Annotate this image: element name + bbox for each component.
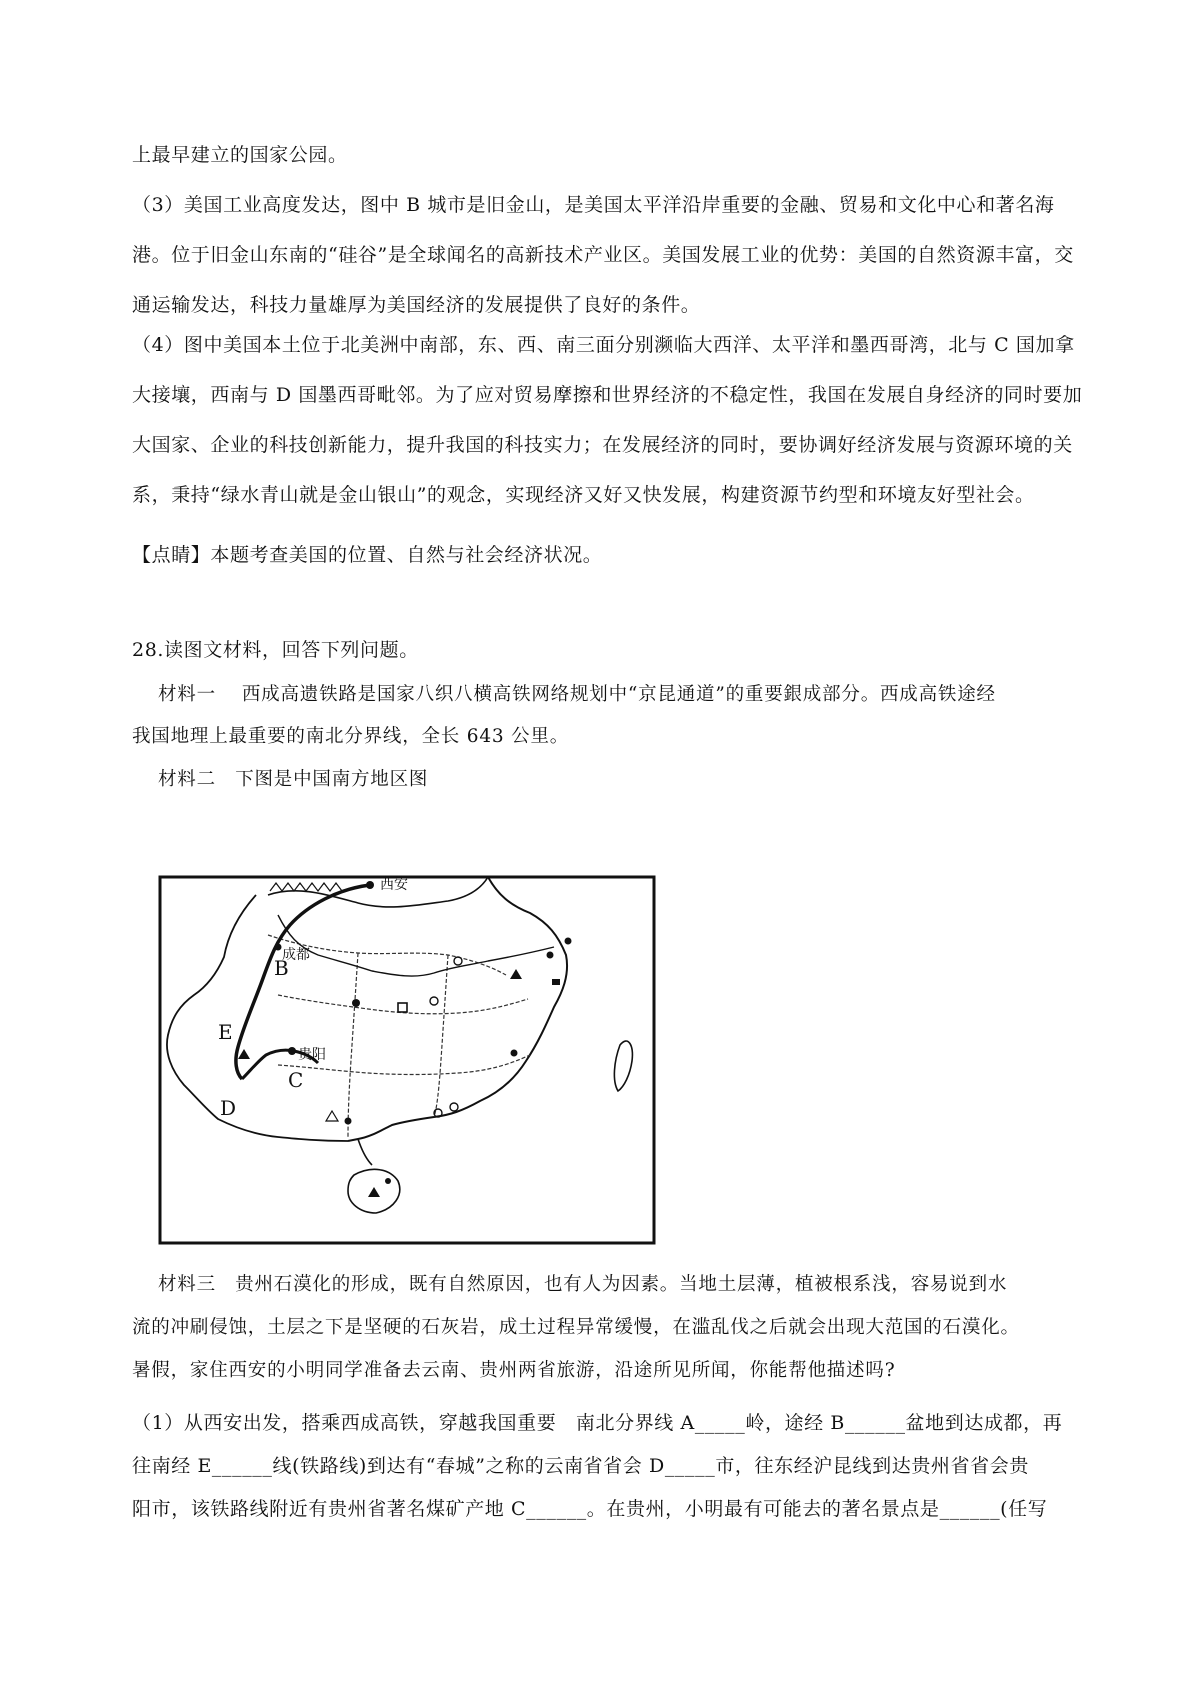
map-label-xian: 西安 <box>380 877 408 893</box>
map-figure <box>158 875 656 1245</box>
city-dot <box>385 1178 391 1184</box>
city-dot <box>352 999 360 1007</box>
city-square-symbol <box>398 1003 407 1012</box>
material-3-line-2: 流的冲刷侵蚀，土层之下是坚硬的石灰岩，成土过程异常缓慢，在滥乱伐之后就会出现大范国的石漠化。 <box>132 1317 1020 1338</box>
question-1-line-2: 往南经 E______线(铁路线)到达有“春城”之称的云南省省会 D_____市，往东经沪昆线到达贵州省省会贵 <box>132 1455 1029 1477</box>
question-1-line-3: 阳市，该铁路线附近有贵州省著名煤矿产地 C______。在贵州，小明最有可能去的著名景点是______(任写 <box>132 1498 1048 1520</box>
south-china-map <box>158 875 656 1245</box>
map-label-B: B <box>274 956 289 980</box>
material-1-line-2: 我国地理上最重要的南北分界线，全长 643 公里。 <box>132 726 570 747</box>
material-3-line-1: 材料三 贵州石漠化的形成，既有自然原因，也有人为因素。当地土层薄，植被根系浅，容易说到水 <box>158 1274 1008 1295</box>
material-2-caption: 材料二 下图是中国南方地区图 <box>158 769 429 790</box>
map-frame <box>160 877 654 1243</box>
map-label-guiyang: 贵阳 <box>298 1047 326 1063</box>
material-1-line-1: 材料一 西成高遗铁路是国家八织八横高铁网络规划中“京昆通道”的重要銀成部分。西成高铁途经 <box>158 684 996 705</box>
city-dot <box>511 1050 518 1057</box>
city-rect-symbol <box>552 979 560 985</box>
paragraph-dianjing: 【点睛】本题考查美国的位置、自然与社会经济状况。 <box>132 544 603 566</box>
question-1-line-1: （1）从西安出发，搭乘西成高铁，穿越我国重要 南北分界线 A_____岭，途经 B______盆地到达成都，再 <box>132 1412 1063 1434</box>
map-label-E: E <box>218 1020 233 1044</box>
city-dot <box>565 938 572 945</box>
question-28-heading: 28.读图文材料，回答下列问题。 <box>132 639 419 661</box>
paragraph-answer-3: （3）美国工业高度发达，图中 B 城市是旧金山，是美国太平洋沿岸重要的金融、贸易和文化中心和著名海港。位于旧金山东南的“硅谷”是全球闻名的高新技术产业区。美国发展工业的优势：美国的自然资源丰富，交通运输发达，科技力量雄厚为美国经济的发展提供了良好的条件。 <box>132 194 1074 316</box>
xian-dot <box>366 881 374 889</box>
paragraph-continuation: 上最早建立的国家公园。 <box>132 144 348 166</box>
map-label-C: C <box>288 1068 304 1092</box>
map-label-chengdu: 成都 <box>282 947 310 963</box>
map-label-D: D <box>220 1096 237 1120</box>
chengdu-dot <box>275 944 282 951</box>
city-dot <box>547 952 554 959</box>
city-dot <box>345 1118 352 1125</box>
material-3-line-3: 暑假，家住西安的小明同学准备去云南、贵州两省旅游，沿途所见所闻，你能帮他描述吗? <box>132 1360 896 1381</box>
paragraph-answer-4: （4）图中美国本土位于北美洲中南部，东、西、南三面分别濒临大西洋、太平洋和墨西哥湾，北与 C 国加拿大接壤，西南与 D 国墨西哥毗邻。为了应对贸易摩擦和世界经济的不稳定性，我国在发展自身经济的同时要加大国家、企业的科技创新能力，提升我国的科技实力；在发展经济的同时，要协调好经济发展与资源环境的关系，秉持“绿水青山就是金山银山”的观念，实现经济又好又快发展，构建资源节约型和环境友好型社会。 <box>132 334 1083 506</box>
guiyang-dot <box>288 1047 296 1055</box>
